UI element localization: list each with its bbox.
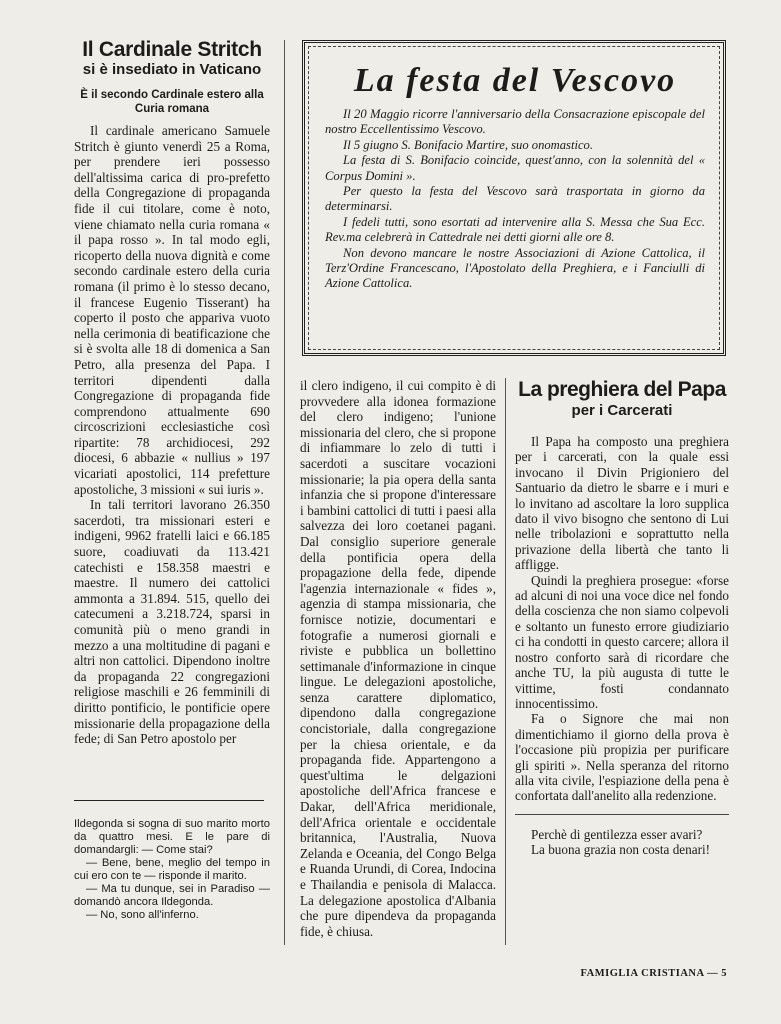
article-continuation [300, 378, 496, 939]
article-paragraph: Il cardinale americano Samuele Stritch è giunto venerdì 25 a Roma, per prendere ieri possesso dell'altissima carica di pro-prefetto della Congregazione di propaganda fide il cui titolare, come è noto, viene chiamato nella curia romana « il papa rosso ». In tal modo egli, ricoperto della nuova dignità e come secondo cardinale estero della curia romana (il primo è lo stesso decano, il francese Eugenio Tisserant) ha coperto il posto che appariva vuoto nella cerimonia di beatificazione che si è svolta alle 18 di domenica a San Petro, alla presenza del Papa. I territori dipendenti dalla Congregazione di propaganda fide comprendono attualmente 690 circoscrizioni ecclesiastiche così ripartite: 78 archidiocesi, 292 diocesi, 6 abbazie « nullius » 197 vicariati apostolici, 114 prefetture apostoliche, 3 missioni « sui iuris ». [74, 123, 270, 497]
anecdote-paragraph: — No, sono all'inferno. [86, 909, 199, 921]
box-paragraph: I fedeli tutti, sono esortati ad intervenire alla S. Messa che Sua Ecc. Rev.ma celebrerà in Cattedrale nei detti giorni alle ore 8. [325, 214, 705, 245]
gentilezza-paragraph: La buona grazia non costa denari! [531, 842, 711, 858]
anecdote-paragraph: Ildegonda si sogna di suo marito morto da quattro mesi. E le pare di domandargli: — Come stai? [74, 818, 270, 856]
article-body [74, 123, 270, 747]
section-divider [515, 814, 729, 815]
box-paragraph: Il 5 giugno S. Bonifacio Martire, suo onomastico. [343, 137, 593, 152]
column-rule [505, 378, 506, 945]
preghiera-paragraph: Fa o Signore che mai non dimentichiamo il giorno della prova è l'occasione più propizia per purificare gli spiriti ». Nella speranza del ritorno alla vita civile, l'espiazione della pena è confortata dall'anelito alla redenzione. [515, 711, 729, 804]
article-subtitle: si è insediato in Vaticano [82, 61, 262, 78]
preghiera-subtitle: per i Carcerati [571, 402, 673, 419]
gentilezza-box [515, 827, 729, 858]
page-footer: FAMIGLIA CRISTIANA — 5 [580, 968, 727, 979]
anecdote-box [74, 818, 270, 922]
festa-vescovo-box [302, 40, 726, 356]
article-preghiera [515, 378, 729, 858]
preghiera-paragraph: Quindi la preghiera prosegue: «forse ad alcuni di noi una voce dice nel fondo della coscienza che non siamo colpevoli e soltanto un funesto errore giudiziario ci ha condotti in questo carcere; allora il nostro conforto sarà di ricordare che anche TU, la più augusta di tutte le vittime, fosti condannato innocentissimo. [515, 572, 729, 711]
article-paragraph: In tali territori lavorano 26.350 sacerdoti, tra missionari esteri e indigeni, 9962 fratelli laici e 66.185 suore, coadiuvati da 113.421 catechisti e 158.358 maestri e maestre. Il numero dei cattolici ammonta a 31.894. 515, quello dei catecumeni a 3.218.724, sparsi in comunità più o meno grandi in mezzo a una moltitudine di pagani e altri non cattolici. Dipendono inoltre da propaganda 22 congregazioni religiose maschili e 26 femminili di diritto pontificio, le pontificie opere missionarie della propagazione della fede; di San Petro apostolo per [74, 497, 270, 747]
article-paragraph: il clero indigeno, il cui compito è di provvedere alla idonea formazione del clero indigeno; l'unione missionaria del clero, che si propone di infiammare lo zelo di tutti i sacerdoti a suscitare vocazioni missionarie; la pia opera della santa infanzia che si propone d'interessare i bambini cattolici di tutti i paesi alla salvezza dei loro coetanei pagani. Dal consiglio superiore generale della pontificia opera della propagazione della fede, dipende l'agenzia internazionale « fides », agenzia di stampa missionaria, che fornisce notizie, documentari e fotografie a numerosi giornali e riviste e pubblica un bollettino settimanale d'informazione in cinque lingue. Le delegazioni apostoliche, senza carattere diplomatico, dipendono dalla congregazione concistoriale, dalla congregazione per la chiesa orientale, e da propaganda fide. Appartengono a quest'ultima le delgazioni apostoliche dell'Africa francese e Dakar, dell'Africa meridionale, dell'Africa orientale e occidentale britannica, l'Australia, Nuova Zelanda e Oceania, del Congo Belga e Ruanda Urundi, di Corea, Indocina e Thailandia e penisola di Malacca. La delegazione apostolica d'Albania che pure dipendeva da propaganda fide, è chiusa. [300, 378, 496, 939]
box-title: La festa del Vescovo [353, 62, 677, 99]
article-stritch [74, 38, 270, 747]
column-rule [284, 40, 285, 945]
anecdote-paragraph: — Ma tu dunque, sei in Paradiso — domandò ancora Ildegonda. [74, 883, 270, 908]
article-deck: È il secondo Cardinale estero alla Curia romana [80, 89, 264, 115]
section-divider [74, 800, 264, 801]
box-paragraph: La festa di S. Bonifacio coincide, quest'anno, con la solennità del « Corpus Domini ». [325, 153, 705, 183]
box-paragraph: Per questo la festa del Vescovo sarà trasportata in giorno da determinarsi. [325, 184, 705, 214]
box-paragraph: Non devono mancare le nostre Associazioni di Azione Cattolica, il Terz'Ordine Francescano, l'Apostolato della Preghiera, e i Fanciulli di Azione Cattolica. [325, 245, 705, 291]
article-title: Il Cardinale Stritch [82, 38, 262, 61]
box-paragraph: Il 20 Maggio ricorre l'anniversario della Consacrazione episcopale del nostro Eccellentissimo Vescovo. [325, 107, 705, 137]
anecdote-paragraph: — Bene, bene, meglio del tempo in cui ero con te — risponde il marito. [74, 857, 270, 882]
gentilezza-paragraph: Perchè di gentilezza esser avari? [531, 826, 703, 842]
preghiera-paragraph: Il Papa ha composto una preghiera per i carcerati, con la quale essi invocano il Divin Prigioniero del Santuario da dietro le sbarre e i muri e lo invitano ad ascoltare la loro supplica dato il vivo bisogno che sentono di Lui nelle tribolazioni e soprattutto nella privazione della libertà che tanto li affligge. [515, 434, 729, 573]
preghiera-title: La preghiera del Papa [518, 378, 726, 401]
